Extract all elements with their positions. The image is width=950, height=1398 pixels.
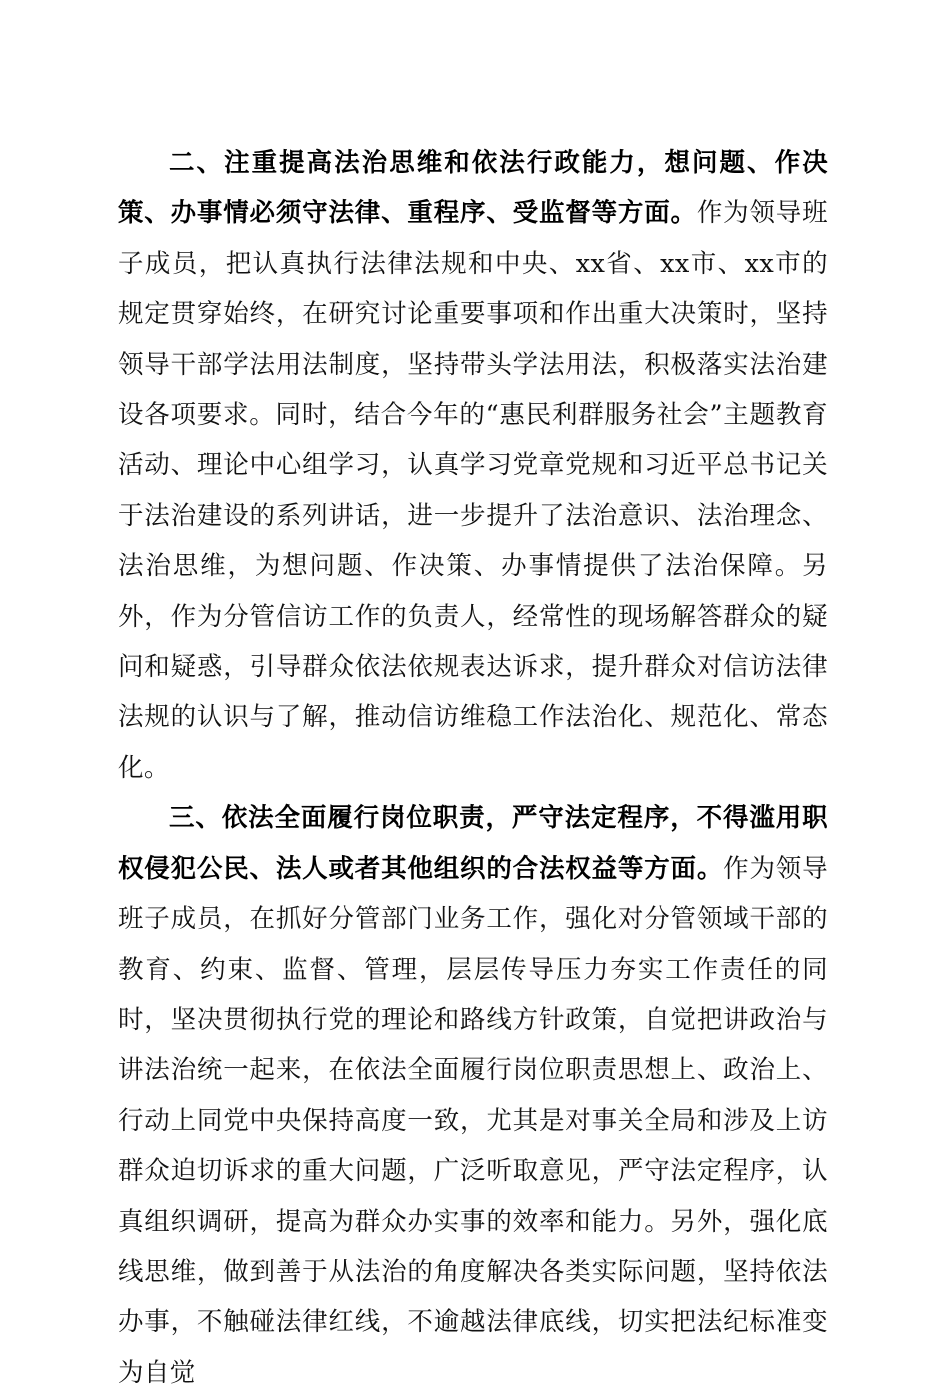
section-text-2: 作为领导班子成员，把认真执行法律法规和中央、xx省、xx市、xx市的规定贯穿始终，在研究讨论重要事项和作出重大决策时，坚持领导干部学法用法制度，坚持带头学法用法，积极落实法治建设各项要求。同时，结合今年的“惠民利群服务社会”主题教育活动、理论中心组学习，认真学习党章党规和习近平总书记关于法治建设的系列讲话，进一步提升了法治意识、法治理念、法治思维，为想问题、作决策、办事情提供了法治保障。另外，作为分管信访工作的负责人，经常性的现场解答群众的疑问和疑惑，引导群众依法依规表达诉求，提升群众对信访法律法规的认识与了解，推动信访维稳工作法治化、规范化、常态化。 (118, 198, 828, 783)
section-heading-2: 二、注重提高法治思维和依法行政能力，想问题、作决策、办事情必须守法律、重程序、受监督等方面。 (118, 148, 828, 229)
section-paragraph-2 (118, 138, 828, 793)
section-heading-3: 三、依法全面履行岗位职责，严守法定程序，不得滥用职权侵犯公民、法人或者其他组织的合法权益等方面。 (118, 803, 828, 884)
document-body (118, 138, 828, 1398)
section-text-3: 作为领导班子成员，在抓好分管部门业务工作，强化对分管领域干部的教育、约束、监督、管理，层层传导压力夯实工作责任的同时，坚决贯彻执行党的理论和路线方针政策，自觉把讲政治与讲法治统一起来，在依法全面履行岗位职责思想上、政治上、行动上同党中央保持高度一致，尤其是对事关全局和涉及上访群众迫切诉求的重大问题，广泛听取意见，严守法定程序，认真组织调研，提高为群众办实事的效率和能力。另外，强化底线思维，做到善于从法治的角度解决各类实际问题，坚持依法办事，不触碰法律红线，不逾越法律底线，切实把法纪标准变为自觉 (118, 853, 828, 1388)
section-paragraph-3 (118, 793, 828, 1398)
